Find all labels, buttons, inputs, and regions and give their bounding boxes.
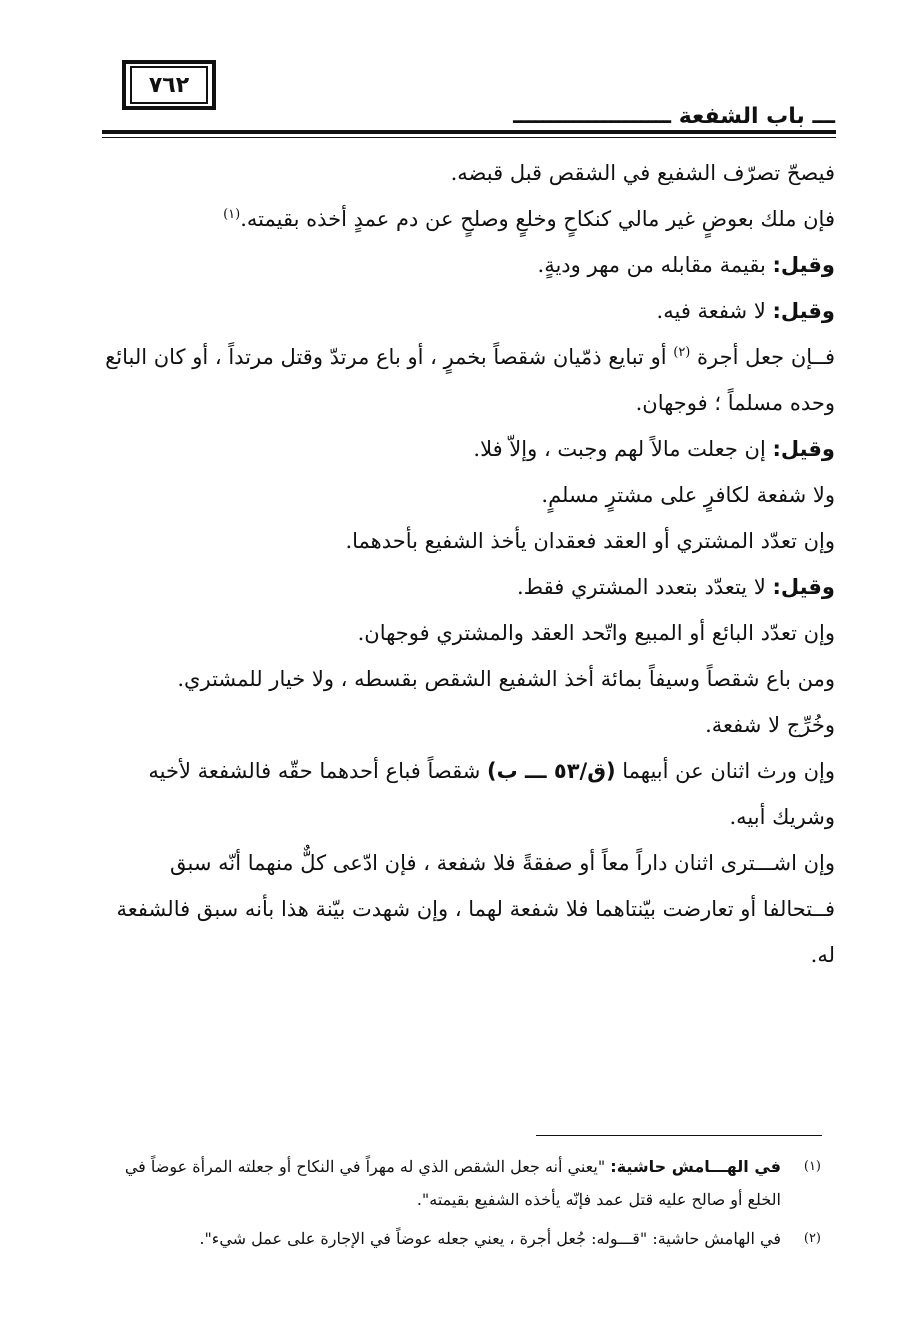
paragraph-1: فيصحّ تصرّف الشفيع في الشقص قبل قبضه.	[450, 161, 835, 185]
footnote-separator	[536, 1135, 822, 1136]
chapter-title: ـــ باب الشفعة ـــــــــــــــــــــ	[513, 104, 835, 129]
page-number-frame	[122, 60, 216, 110]
footnote-text: في الهامش حاشية: "قـــوله: جُعل أجرة ، يعني جعله عوضاً في الإجارة على عمل شيء".	[199, 1229, 781, 1248]
paragraph-4: وقيل: لا شفعة فيه.	[656, 299, 835, 323]
paragraph-14: وإن اشـــترى اثنان داراً معاً أو صفقةً فلا شفعة ، فإن ادّعى كلٌّ منهما أنّه سبق فــتحالفا أو تعارضت بيّنتاهما فلا شفعة لهما ، وإن شهدت بيّنة هذا بأنه سبق فالشفعة له.	[116, 851, 835, 967]
paragraph-11: ومن باع شقصاً وسيفاً بمائة أخذ الشفيع الشقص بقسطه ، ولا خيار للمشتري.	[177, 667, 835, 691]
paragraph-3: وقيل: بقيمة مقابله من مهر وديةٍ.	[537, 253, 835, 277]
paragraph-8: وإن تعدّد المشتري أو العقد فعقدان يأخذ الشفيع بأحدهما.	[345, 529, 835, 553]
qila-label: وقيل:	[772, 299, 835, 323]
header-rule-thin	[102, 137, 836, 138]
footnote-ref-1: (١)	[223, 207, 241, 222]
footnote-ref-2: (٢)	[673, 345, 691, 360]
main-text	[100, 150, 835, 978]
qila-label: وقيل:	[772, 575, 835, 599]
paragraph-7: ولا شفعة لكافرٍ على مشترٍ مسلمٍ.	[541, 483, 835, 507]
footnote-text: "يعني أنه جعل الشقص الذي له مهراً في النكاح أو جعلته المرأة عوضاً في الخلع أو صالح عليه قتل عمد فإنّه يأخذه الشفيع بقيمته".	[124, 1157, 781, 1209]
footnote-number: (٢)	[803, 1231, 821, 1246]
paragraph-10: وإن تعدّد البائع أو المبيع واتّحد العقد والمشتري فوجهان.	[357, 621, 835, 645]
paragraph-12: وخُرِّج لا شفعة.	[705, 713, 835, 737]
footnote-1	[101, 1150, 821, 1216]
qila-label: وقيل:	[772, 437, 835, 461]
footnote-label: في الهـــامش حاشية:	[610, 1157, 781, 1176]
header-rule-thick	[102, 130, 836, 134]
paragraph-9: وقيل: لا يتعدّد بتعدد المشتري فقط.	[517, 575, 835, 599]
paragraph-6: وقيل: إن جعلت مالاً لهم وجبت ، وإلاّ فلا.	[473, 437, 835, 461]
footnote-2	[101, 1222, 821, 1255]
paragraph-13: وإن ورث اثنان عن أبيهما (ق/٥٣ ـــ ب) شقصاً فباع أحدهما حقّه فالشفعة لأخيه وشريك أبيه.	[148, 759, 835, 829]
paragraph-5: فــإن جعل أجرة $^{(٢)}$ أو تبايع ذمّيان شقصاً بخمرٍ ، أو باع مرتدّ وقتل مرتداً ، أو كان البائع وحده مسلماً ؛ فوجهان.	[105, 345, 835, 415]
paragraph-2: فإن ملك بعوضٍ غير مالي كنكاحٍ وخلعٍ وصلحٍ عن دم عمدٍ أخذه بقيمته.$^{(١)}$	[223, 207, 835, 231]
qila-label: وقيل:	[772, 253, 835, 277]
manuscript-ref: (ق/٥٣ ـــ ب)	[487, 759, 616, 783]
footnotes	[101, 1150, 821, 1261]
page-number: ٧٦٢	[130, 66, 208, 104]
footnote-number: (١)	[803, 1159, 821, 1174]
